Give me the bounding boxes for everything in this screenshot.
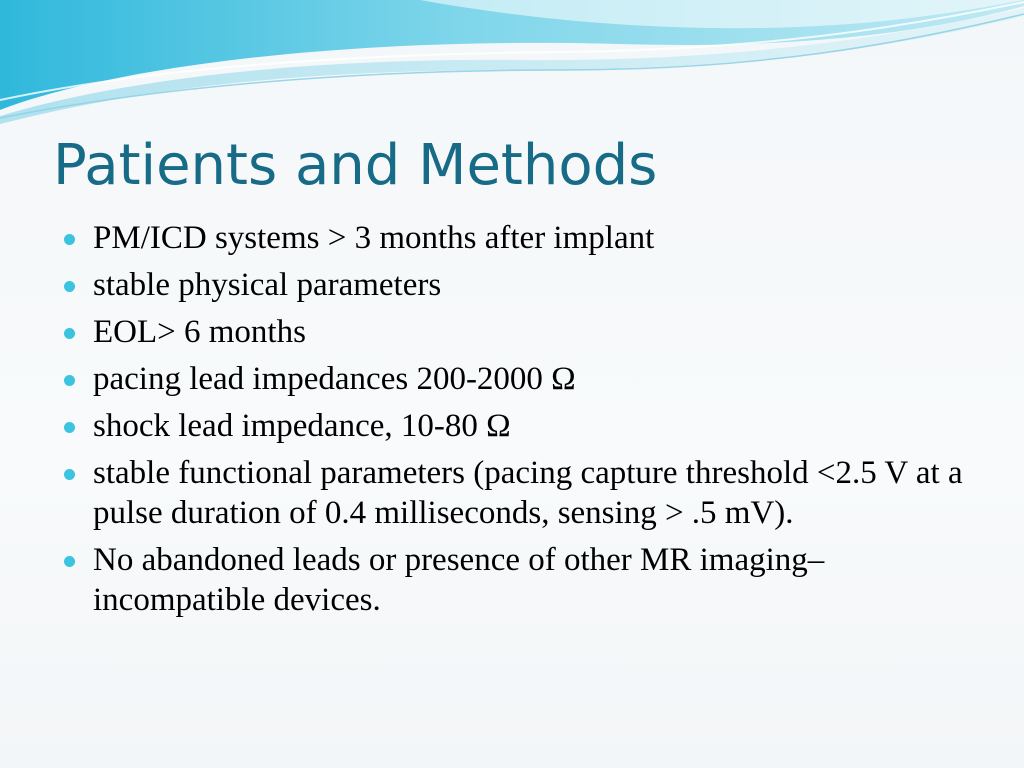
bullet-item xyxy=(64,218,994,258)
slide-title: Patients and Methods xyxy=(53,133,658,198)
bullet-icon xyxy=(64,556,75,567)
bullet-text: stable functional parameters (pacing capture threshold <2.5 V at a pulse duration of 0.4 milliseconds, sensing > .5 mV). xyxy=(93,455,963,531)
bullet-icon xyxy=(64,422,75,433)
bullet-text: EOL> 6 months xyxy=(93,314,306,350)
bullet-icon xyxy=(64,234,75,245)
bullet-text: PM/ICD systems > 3 months after implant xyxy=(93,220,655,256)
bullet-icon xyxy=(64,375,75,386)
bullet-item xyxy=(64,265,994,305)
bullet-icon xyxy=(64,281,75,292)
bullet-text: pacing lead impedances 200-2000 Ω xyxy=(93,361,576,397)
bullet-item xyxy=(64,359,994,399)
bullet-icon xyxy=(64,469,75,480)
bullet-list xyxy=(64,218,994,627)
bullet-item xyxy=(64,540,994,620)
bullet-text: shock lead impedance, 10-80 Ω xyxy=(93,408,511,444)
bullet-text: stable physical parameters xyxy=(93,267,442,303)
bullet-item xyxy=(64,312,994,352)
bullet-item xyxy=(64,453,994,533)
bullet-item xyxy=(64,406,994,446)
bullet-text: No abandoned leads or presence of other MR imaging–incompatible devices. xyxy=(93,542,825,618)
bullet-icon xyxy=(64,328,75,339)
decorative-wave-header xyxy=(0,0,1024,130)
